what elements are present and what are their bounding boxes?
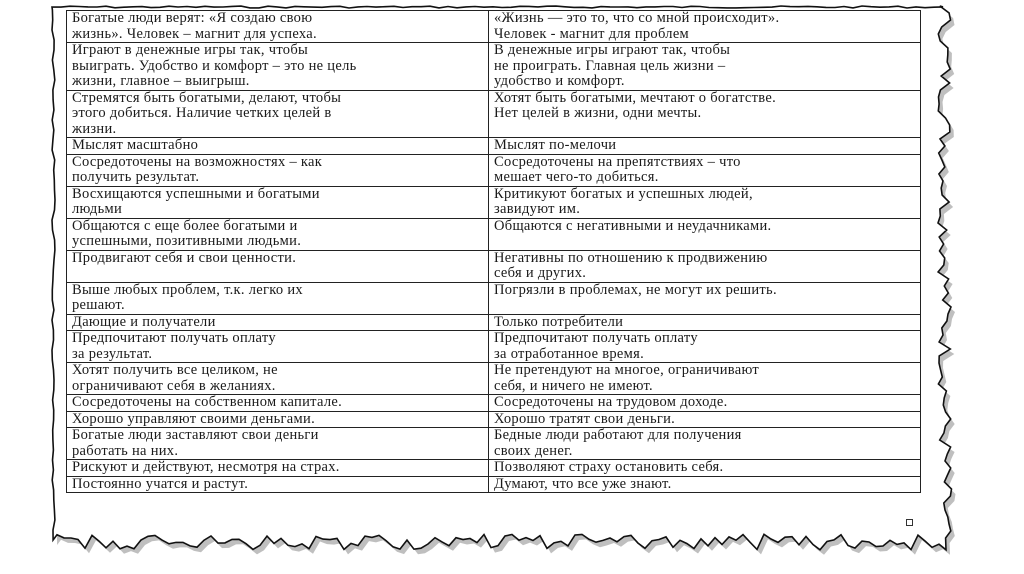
table-row	[67, 476, 921, 493]
rich-cell: Общаются с еще более богатыми и успешными, позитивными людьми.	[67, 218, 489, 250]
table-row	[67, 11, 921, 43]
table-row	[67, 138, 921, 155]
rich-cell: Сосредоточены на собственном капитале.	[67, 395, 489, 412]
poor-cell: Сосредоточены на трудовом доходе.	[489, 395, 921, 412]
table-row	[67, 282, 921, 314]
table-row	[67, 363, 921, 395]
rich-cell: Дающие и получатели	[67, 314, 489, 331]
poor-cell: «Жизнь — это то, что со мной происходит». Человек - магнит для проблем	[489, 11, 921, 43]
table-row	[67, 43, 921, 91]
table-row	[67, 154, 921, 186]
rich-cell: Хотят получить все целиком, не ограничивают себя в желаниях.	[67, 363, 489, 395]
rich-cell: Постоянно учатся и растут.	[67, 476, 489, 493]
table-row	[67, 250, 921, 282]
rich-cell: Сосредоточены на возможностях – как получить результат.	[67, 154, 489, 186]
rich-cell: Выше любых проблем, т.к. легко их решают.	[67, 282, 489, 314]
poor-cell: Общаются с негативными и неудачниками.	[489, 218, 921, 250]
poor-cell: Мыслят по-мелочи	[489, 138, 921, 155]
poor-cell: Хотят быть богатыми, мечтают о богатстве. Нет целей в жизни, одни мечты.	[489, 90, 921, 138]
table-row	[67, 395, 921, 412]
poor-cell: Хорошо тратят свои деньги.	[489, 411, 921, 428]
rich-cell: Продвигают себя и свои ценности.	[67, 250, 489, 282]
rich-cell: Играют в денежные игры так, чтобы выиграть. Удобство и комфорт – это не цель жизни, главное – выигрыш.	[67, 43, 489, 91]
rich-cell: Рискуют и действуют, несмотря на страх.	[67, 460, 489, 477]
table-row	[67, 411, 921, 428]
table-row	[67, 314, 921, 331]
poor-cell: Негативны по отношению к продвижению себя и других.	[489, 250, 921, 282]
poor-cell: Только потребители	[489, 314, 921, 331]
rich-cell: Хорошо управляют своими деньгами.	[67, 411, 489, 428]
table-row	[67, 428, 921, 460]
rich-vs-poor-table	[66, 10, 921, 493]
poor-cell: Думают, что все уже знают.	[489, 476, 921, 493]
rich-cell: Стремятся быть богатыми, делают, чтобы этого добиться. Наличие четких целей в жизни.	[67, 90, 489, 138]
table-resize-handle[interactable]	[906, 519, 913, 526]
poor-cell: Критикуют богатых и успешных людей, завидуют им.	[489, 186, 921, 218]
table-row	[67, 460, 921, 477]
rich-cell: Мыслят масштабно	[67, 138, 489, 155]
poor-cell: Предпочитают получать оплату за отработанное время.	[489, 331, 921, 363]
rich-cell: Восхищаются успешными и богатыми людьми	[67, 186, 489, 218]
poor-cell: Сосредоточены на препятствиях – что мешает чего-то добиться.	[489, 154, 921, 186]
table-row	[67, 331, 921, 363]
poor-cell: Не претендуют на многое, ограничивают себя, и ничего не имеют.	[489, 363, 921, 395]
poor-cell: Бедные люди работают для получения своих денег.	[489, 428, 921, 460]
poor-cell: В денежные игры играют так, чтобы не проиграть. Главная цель жизни – удобство и комфорт.	[489, 43, 921, 91]
table-row	[67, 186, 921, 218]
poor-cell: Погрязли в проблемах, не могут их решить.	[489, 282, 921, 314]
rich-cell: Богатые люди верят: «Я создаю свою жизнь». Человек – магнит для успеха.	[67, 11, 489, 43]
rich-cell: Предпочитают получать оплату за результат.	[67, 331, 489, 363]
table-row	[67, 218, 921, 250]
rich-cell: Богатые люди заставляют свои деньги работать на них.	[67, 428, 489, 460]
poor-cell: Позволяют страху остановить себя.	[489, 460, 921, 477]
table-body	[67, 11, 921, 493]
table-row	[67, 90, 921, 138]
